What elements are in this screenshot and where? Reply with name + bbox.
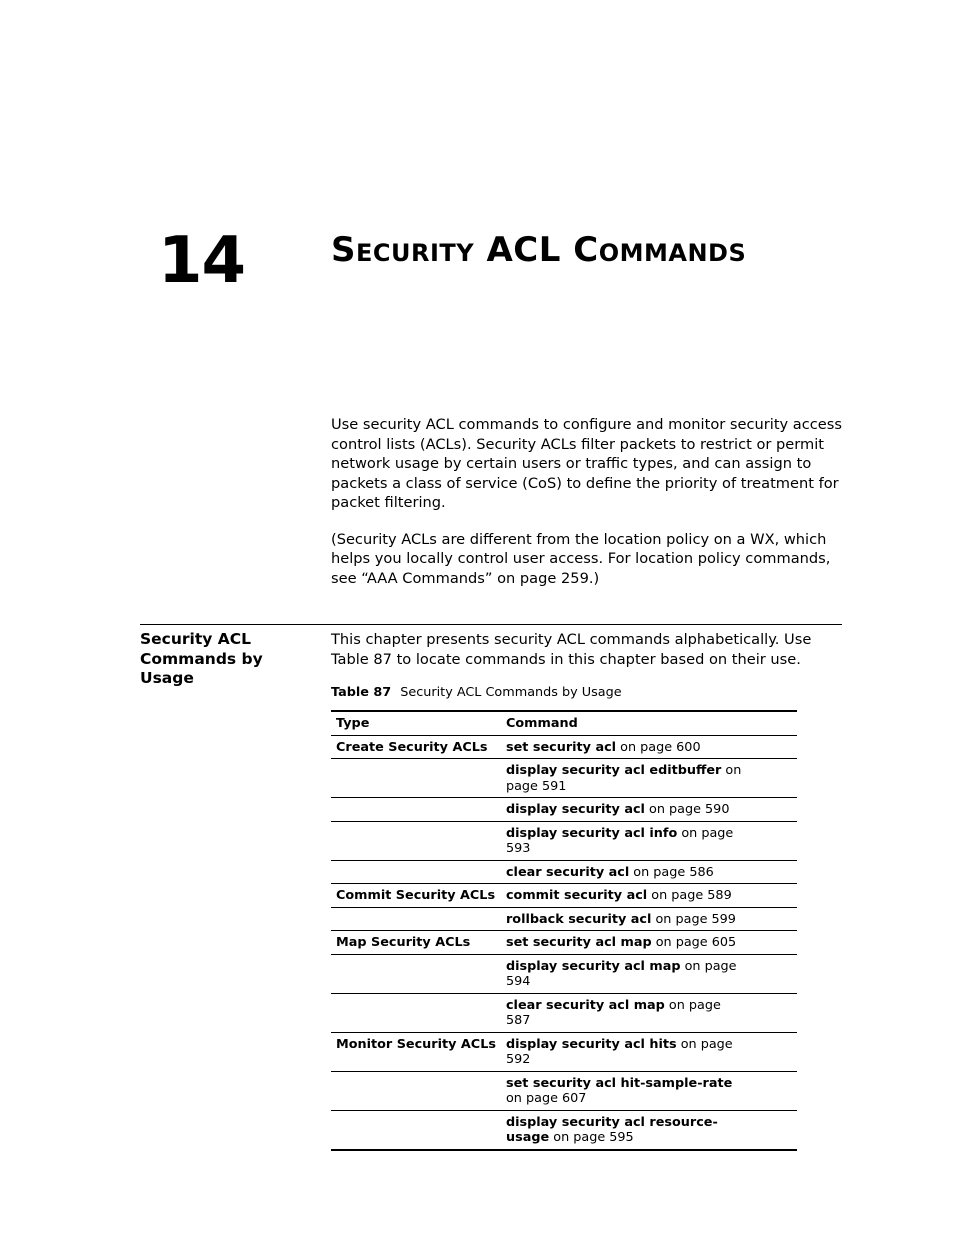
row-type xyxy=(331,1110,501,1150)
table-row xyxy=(331,759,797,798)
command-name: commit security acl xyxy=(505,888,648,903)
table-row xyxy=(331,931,797,955)
header-command: Command xyxy=(505,716,578,731)
intro-paragraph: (Security ACLs are different from the location policy on a WX, which helps you locally control user access. For location policy commands, see “AAA Commands” on page 259.) xyxy=(331,530,831,587)
page-reference: on page 592 xyxy=(505,1036,733,1067)
page-reference: on page 607 xyxy=(505,1091,587,1106)
page-reference: on page 591 xyxy=(505,763,742,794)
row-command xyxy=(501,860,797,884)
command-name: display security acl hits xyxy=(505,1036,677,1052)
table-row xyxy=(331,1071,797,1110)
page-reference: on page 600 xyxy=(616,739,701,755)
row-type: Commit Security ACLs xyxy=(336,888,496,903)
page-reference: on page 605 xyxy=(651,935,737,950)
row-command xyxy=(501,1110,797,1150)
commands-table xyxy=(331,710,797,1151)
row-type xyxy=(331,954,501,993)
command-name: rollback security acl xyxy=(505,911,652,927)
row-command xyxy=(501,735,797,759)
page-reference: on page 590 xyxy=(644,802,730,817)
row-command xyxy=(501,1071,797,1110)
command-name: display security acl resource-usage xyxy=(505,1114,718,1145)
table-row xyxy=(331,798,797,822)
row-type xyxy=(331,821,501,860)
page-reference: on page 599 xyxy=(651,911,736,927)
chapter-title: Security ACL Commands xyxy=(331,230,747,270)
row-command xyxy=(501,759,797,798)
command-name: set security acl hit-sample-rate xyxy=(505,1075,733,1091)
section-body: This chapter presents security ACL commands alphabetically. Use Table 87 to locate commands in this chapter based on their use. xyxy=(331,631,812,668)
section-heading: Security ACL Commands by Usage xyxy=(140,630,263,687)
table-row xyxy=(331,954,797,993)
table-caption-number: Table 87 xyxy=(331,685,392,700)
command-name: display security acl info xyxy=(505,825,678,841)
command-name: clear security acl xyxy=(505,864,630,880)
command-name: display security acl map xyxy=(505,958,681,974)
page-reference: on page 589 xyxy=(647,888,732,903)
row-command xyxy=(501,954,797,993)
table-row xyxy=(331,884,797,908)
section-divider xyxy=(140,624,842,625)
table-row xyxy=(331,1110,797,1150)
command-name: display security acl editbuffer xyxy=(505,763,722,778)
row-type xyxy=(331,1071,501,1110)
table-caption-text: Security ACL Commands by Usage xyxy=(400,685,622,700)
row-command xyxy=(501,884,797,908)
table-row xyxy=(331,1032,797,1071)
row-command xyxy=(501,821,797,860)
row-type xyxy=(331,907,501,931)
table-caption xyxy=(331,684,622,702)
page-reference: on page 593 xyxy=(505,825,734,856)
table-row xyxy=(331,907,797,931)
table-header-row xyxy=(331,711,797,735)
row-type xyxy=(331,860,501,884)
row-type xyxy=(331,993,501,1032)
header-type: Type xyxy=(336,716,370,731)
row-command xyxy=(501,907,797,931)
command-name: clear security acl map xyxy=(505,997,665,1013)
page-reference: on page 594 xyxy=(505,958,737,989)
intro-paragraph: Use security ACL commands to configure and monitor security access control lists (ACLs). Security ACLs filter packets to restrict or permit network usage by certain users or traffic types, and can assign to packets a class of service (CoS) to define the priority of treatment for packet filtering. xyxy=(331,416,842,511)
row-type: Map Security ACLs xyxy=(336,935,471,950)
page-reference: on page 587 xyxy=(505,997,721,1028)
row-type: Monitor Security ACLs xyxy=(336,1036,496,1052)
row-command xyxy=(501,993,797,1032)
row-type xyxy=(331,759,501,798)
chapter-number: 14 xyxy=(158,224,246,298)
table-row xyxy=(331,993,797,1032)
command-name: display security acl xyxy=(505,802,645,817)
table-row xyxy=(331,821,797,860)
intro-section xyxy=(331,415,843,605)
row-type: Create Security ACLs xyxy=(336,739,488,755)
table-row xyxy=(331,860,797,884)
row-command xyxy=(501,798,797,822)
table-row xyxy=(331,735,797,759)
page-reference: on page 586 xyxy=(629,864,714,880)
page-reference: on page 595 xyxy=(549,1130,634,1145)
row-type xyxy=(331,798,501,822)
command-name: set security acl map xyxy=(505,935,652,950)
table-body xyxy=(331,735,797,1150)
row-command xyxy=(501,1032,797,1071)
command-name: set security acl xyxy=(505,739,617,755)
row-command xyxy=(501,931,797,955)
